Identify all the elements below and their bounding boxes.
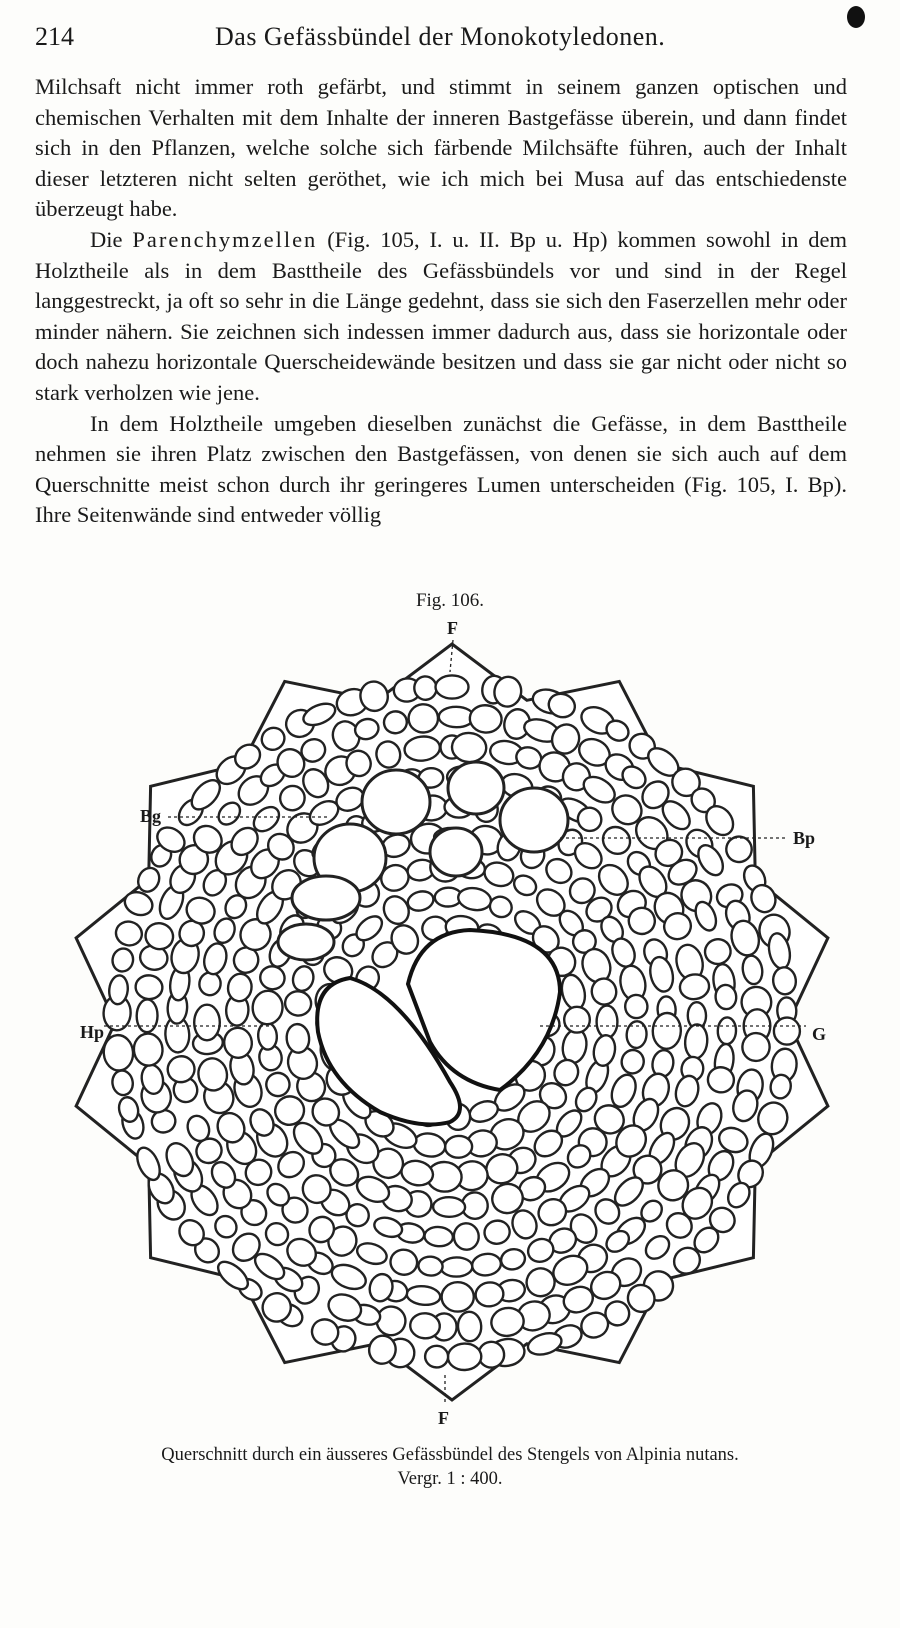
paragraph-1: Milchsaft nicht immer roth gefärbt, und stimmt in seinem ganzen optischen und chemischen Verhalten mit dem Inhalte der inneren Bastgefässe überein, und dann findet sich in den Pflanzen, welche solche sich färbende Milchsäfte führen, auch der Inhalt dieser letzteren nicht selten geröthet, wie ich mich bei Musa auf das entschiedenste überzeugt habe. <box>35 74 847 222</box>
cell <box>407 703 439 734</box>
label-hp: Hp <box>80 1022 105 1042</box>
cell <box>441 1257 473 1277</box>
paragraph-3: In dem Holztheile umgeben dieselben zunächst die Gefässe, in dem Basttheile nehmen sie ihren Platz zwischen den Bastgefässen, von denen sie sich auch auf dem Querschnitte meist schon durch ihr geringeres Lumen unterscheiden (Fig. 105, I. Bp). Ihre Seitenwände sind entweder völlig <box>35 410 847 528</box>
cell <box>453 1222 480 1250</box>
bast-cell <box>430 828 482 876</box>
bast-cell <box>292 876 360 920</box>
label-g: G <box>812 1024 827 1044</box>
ink-blot-mark <box>847 6 865 28</box>
paragraph-2 <box>35 225 847 409</box>
cell <box>717 1017 736 1044</box>
cell <box>425 1345 449 1368</box>
cell <box>194 1005 220 1041</box>
cell <box>597 1006 618 1038</box>
cell <box>626 1021 648 1049</box>
page-number: 214 <box>35 22 74 51</box>
cell <box>418 1256 444 1277</box>
bast-cell <box>500 788 568 852</box>
cell <box>624 994 648 1019</box>
label-f-top: F <box>447 618 458 638</box>
cell <box>433 1197 465 1217</box>
bast-cell <box>448 762 504 814</box>
cell <box>441 1282 474 1312</box>
body-text <box>35 72 847 531</box>
label-bg: Bg <box>140 806 162 826</box>
cell <box>741 1032 771 1062</box>
cell <box>715 984 738 1010</box>
cell <box>457 1311 482 1342</box>
label-f-bottom: F <box>438 1408 449 1428</box>
cell <box>424 1226 454 1247</box>
paragraph-2-term: Parenchymzellen <box>132 226 318 252</box>
paragraph-2-lead: Die <box>90 226 123 252</box>
cell <box>445 1135 473 1158</box>
cell <box>136 999 157 1032</box>
cell <box>564 1007 590 1033</box>
cell <box>436 675 469 698</box>
figure-label: Fig. 106. <box>415 590 485 611</box>
bast-cell <box>278 924 334 960</box>
figure-caption <box>0 1443 900 1491</box>
page-header <box>35 22 865 58</box>
caption-line-1: Querschnitt durch ein äusseres Gefässbündel des Stengels von Alpinia nutans. <box>161 1445 739 1465</box>
figure-cross-section <box>0 612 900 1432</box>
cell <box>447 1343 481 1371</box>
caption-line-2: Vergr. 1 : 400. <box>397 1469 503 1489</box>
bast-cell <box>362 770 430 834</box>
cell <box>413 675 437 700</box>
label-bp: Bp <box>793 828 816 848</box>
cell <box>652 1013 681 1050</box>
cell <box>773 1017 800 1045</box>
cross-section-illustration <box>0 612 900 1432</box>
cell <box>409 1312 441 1339</box>
running-head: Das Gefässbündel der Monokotyledonen. <box>215 22 666 51</box>
paragraph-2-text: (Fig. 105, I. u. II. Bp u. Hp) kommen sowohl in dem Holztheile als in dem Basttheile des Gefässbündels vor und sind in der Regel langgestreckt, ja oft so sehr in die Länge gedehnt, dass sie sich den Faserzellen mehr oder minder nähern. Sie zeichnen sich indessen immer dadurch aus, dass sie horizontale oder doch nahezu horizontale Querscheidewände besitzen und dass sie gar nicht oder nicht so stark verholzen wie jene. <box>35 226 848 405</box>
cell <box>451 732 487 763</box>
